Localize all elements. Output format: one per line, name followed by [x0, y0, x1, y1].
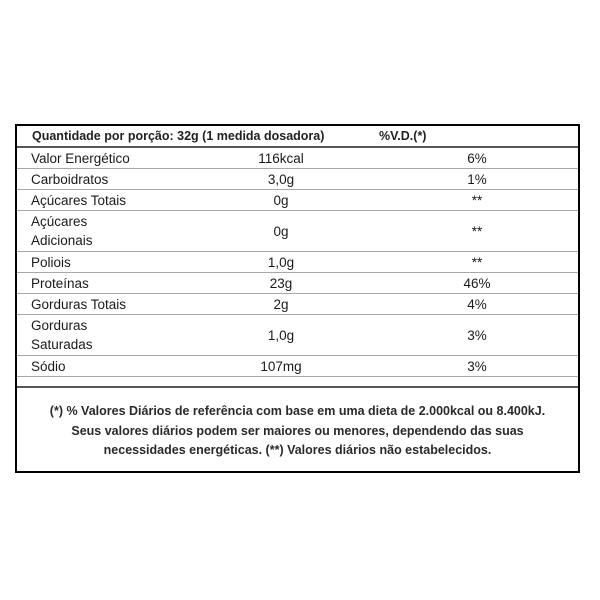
- table-row: [17, 356, 578, 377]
- table-header: [17, 126, 578, 148]
- nutrient-daily-value: 3%: [467, 359, 487, 374]
- serving-size-label: Quantidade por porção: 32g (1 medida dosadora): [32, 129, 325, 143]
- footnote-line: necessidades energéticas. (**) Valores diários não estabelecidos.: [103, 443, 492, 457]
- nutrient-daily-value: 46%: [463, 276, 491, 291]
- nutrient-daily-value: 1%: [467, 172, 487, 187]
- nutrient-amount: 107mg: [260, 359, 302, 374]
- nutrient-daily-value: 6%: [467, 151, 487, 166]
- table-row: [17, 190, 578, 211]
- nutrient-daily-value: 3%: [467, 328, 487, 343]
- nutrition-facts-table: [15, 124, 580, 473]
- nutrient-daily-value: **: [471, 193, 483, 208]
- nutrient-name: Carboidratos: [31, 172, 109, 187]
- nutrient-name: Gorduras Totais: [31, 297, 127, 312]
- nutrient-name-line: Açúcares: [31, 214, 88, 229]
- table-row: [17, 252, 578, 273]
- nutrient-name-line: Adicionais: [31, 233, 93, 248]
- nutrient-amount: 1,0g: [267, 255, 295, 270]
- nutrient-amount: 0g: [273, 193, 289, 208]
- table-row: [17, 294, 578, 315]
- nutrient-name: Poliois: [31, 255, 71, 270]
- table-row: [17, 273, 578, 294]
- nutrient-amount: 23g: [269, 276, 293, 291]
- nutrient-name: [31, 212, 201, 250]
- footnote: [17, 402, 578, 461]
- nutrient-rows: [17, 148, 578, 377]
- footnote-line: Seus valores diários podem ser maiores ou menores, dependendo das suas: [71, 423, 524, 438]
- nutrient-amount: 3,0g: [267, 172, 295, 187]
- nutrient-name: Açúcares Totais: [31, 193, 127, 208]
- table-row: [17, 169, 578, 190]
- nutrient-name: Valor Energético: [31, 151, 130, 166]
- nutrient-amount: 2g: [273, 297, 289, 312]
- nutrient-daily-value: **: [471, 255, 483, 270]
- nutrient-daily-value: **: [471, 224, 483, 239]
- nutrient-daily-value: 4%: [467, 297, 487, 312]
- daily-value-header: %V.D.(*): [379, 129, 427, 143]
- nutrient-name-line: Gorduras: [31, 318, 88, 333]
- nutrient-amount: 116kcal: [258, 151, 304, 166]
- footnote-divider: [17, 386, 578, 388]
- table-row: [17, 211, 578, 252]
- nutrient-name: [31, 316, 201, 354]
- table-row: [17, 148, 578, 169]
- nutrient-amount: 0g: [273, 224, 289, 239]
- table-row: [17, 315, 578, 356]
- nutrient-name-line: Saturadas: [31, 337, 93, 352]
- footnote-line: (*) % Valores Diários de referência com base em uma dieta de 2.000kcal ou 8.400kJ.: [49, 404, 546, 418]
- nutrient-amount: 1,0g: [267, 328, 295, 343]
- nutrient-name: Sódio: [31, 359, 66, 374]
- nutrient-name: Proteínas: [31, 276, 89, 291]
